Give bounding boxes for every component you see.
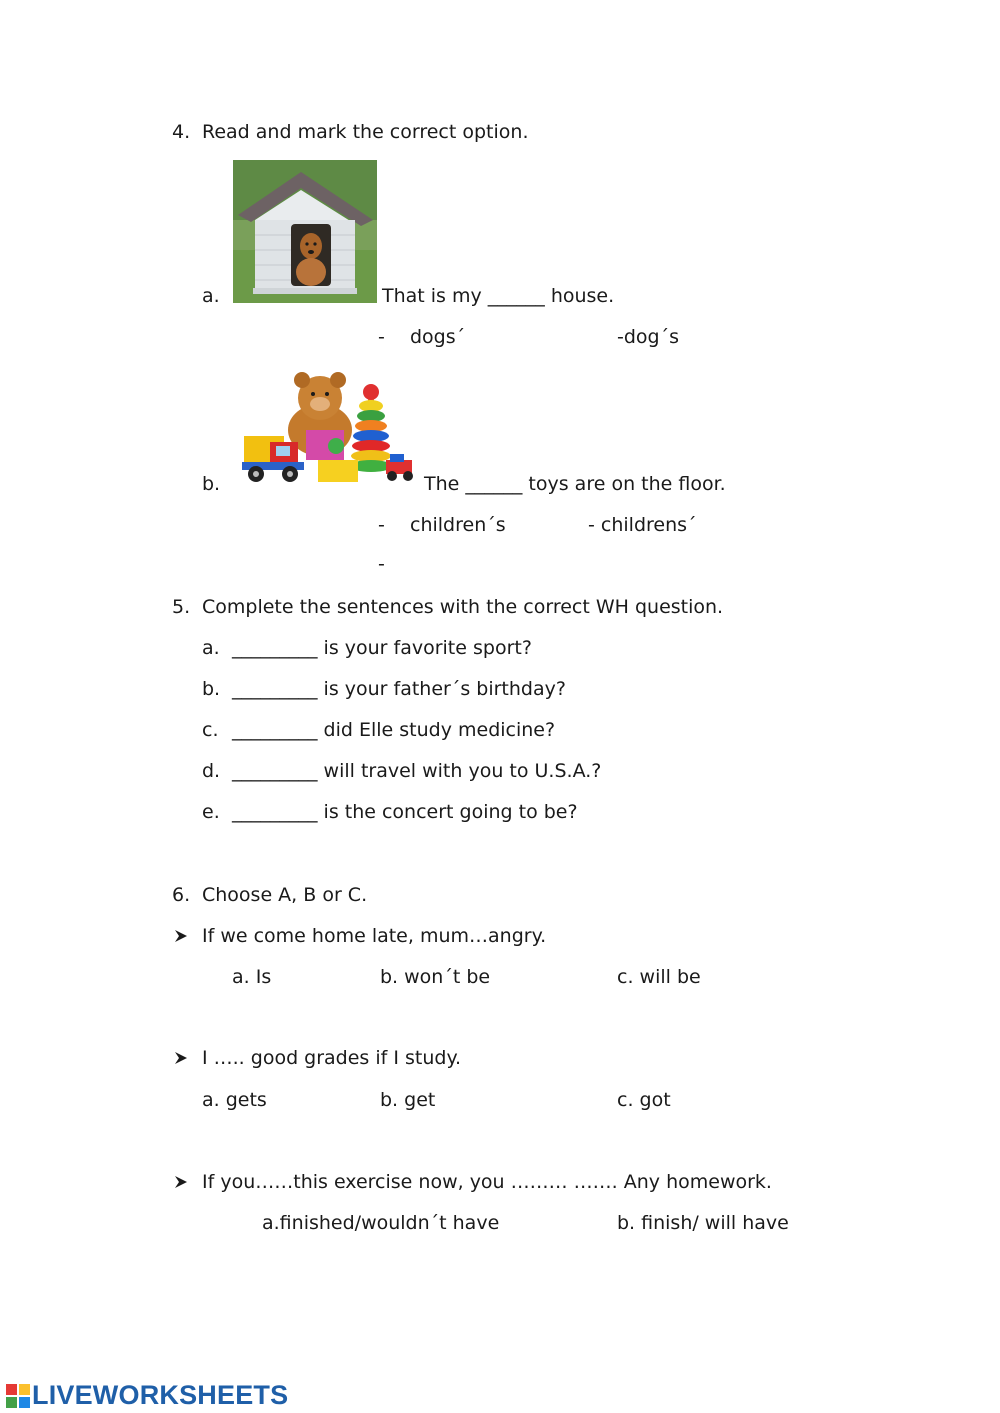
q4b-label: b.	[202, 473, 221, 495]
q5-item-label: e.	[202, 801, 220, 823]
q5-item-label: b.	[202, 678, 221, 700]
q5-item-text[interactable]: _________ is your favorite sport?	[232, 637, 532, 659]
q5-item-label: c.	[202, 719, 219, 741]
q6-question: If you……this exercise now, you ……… ……. Any homework.	[202, 1171, 772, 1193]
q4a-option-1[interactable]: dogs´	[410, 326, 466, 348]
q4a-option-2[interactable]: -dog´s	[617, 326, 680, 348]
q5-item-text[interactable]: _________ is the concert going to be?	[232, 801, 578, 823]
q4b-sentence: The ______ toys are on the floor.	[424, 473, 726, 495]
q5-item-label: d.	[202, 760, 221, 782]
liveworksheets-logo-text: LIVEWORKSHEETS	[32, 1380, 289, 1410]
arrowhead-bullet-icon	[174, 1175, 188, 1189]
q6-option[interactable]: b. won´t be	[380, 966, 491, 988]
q6-option[interactable]: c. will be	[617, 966, 701, 988]
q5-number: 5.	[172, 596, 191, 618]
q4-instruction: Read and mark the correct option.	[202, 121, 529, 143]
q4a-dash: -	[378, 326, 385, 348]
doghouse-image	[233, 160, 377, 303]
q5-item-text[interactable]: _________ will travel with you to U.S.A.?	[232, 760, 602, 782]
q6-option[interactable]: a.finished/wouldn´t have	[262, 1212, 500, 1234]
q5-item-text[interactable]: _________ did Elle study medicine?	[232, 719, 556, 741]
q4-number: 4.	[172, 121, 191, 143]
q4a-label: a.	[202, 285, 220, 307]
arrowhead-bullet-icon	[174, 929, 188, 943]
q6-option[interactable]: c. got	[617, 1089, 671, 1111]
q5-instruction: Complete the sentences with the correct WH question.	[202, 596, 724, 618]
q5-item-text[interactable]: _________ is your father´s birthday?	[232, 678, 566, 700]
q4b-option-1[interactable]: children´s	[410, 514, 506, 536]
q6-instruction: Choose A, B or C.	[202, 884, 368, 906]
q6-question: If we come home late, mum…angry.	[202, 925, 547, 947]
q4b-dash: -	[378, 514, 385, 536]
q4b-option-2[interactable]: - childrens´	[588, 514, 697, 536]
q6-number: 6.	[172, 884, 191, 906]
q4b-dash-2: -	[378, 553, 385, 575]
q4a-sentence: That is my ______ house.	[382, 285, 615, 307]
q6-option[interactable]: b. finish/ will have	[617, 1212, 789, 1234]
q6-option[interactable]: a. gets	[202, 1089, 267, 1111]
q6-option[interactable]: b. get	[380, 1089, 436, 1111]
toys-image	[240, 370, 420, 490]
q6-option[interactable]: a. Is	[232, 966, 272, 988]
arrowhead-bullet-icon	[174, 1051, 188, 1065]
q6-question: I ….. good grades if I study.	[202, 1047, 462, 1069]
liveworksheets-logo-icon	[6, 1384, 30, 1408]
q5-item-label: a.	[202, 637, 220, 659]
